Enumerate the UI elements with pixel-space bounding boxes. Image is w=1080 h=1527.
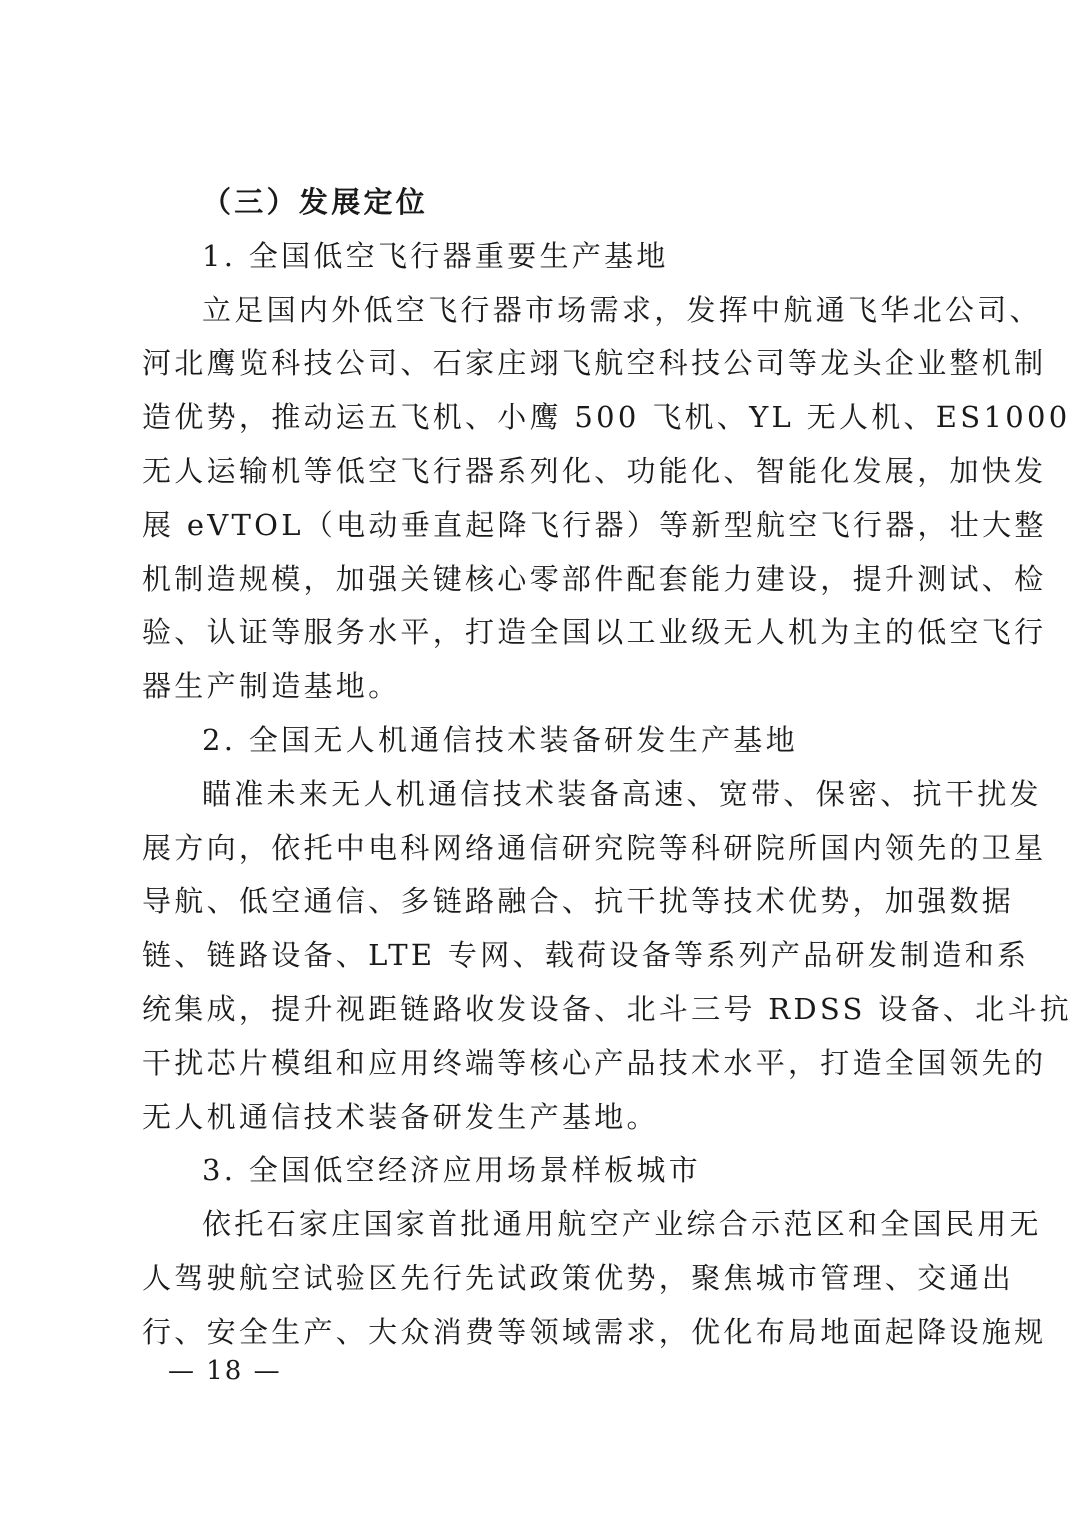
- paragraph-line: 验、认证等服务水平，打造全国以工业级无人机为主的低空飞行: [142, 615, 1047, 650]
- page-number: — 18 —: [168, 1356, 282, 1386]
- paragraph-line: 器生产制造基地。: [142, 669, 401, 704]
- paragraph-line: 机制造规模，加强关键核心零部件配套能力建设，提升测试、检: [142, 561, 1047, 596]
- paragraph-line: 河北鹰览科技公司、石家庄翊飞航空科技公司等龙头企业整机制: [142, 346, 1047, 381]
- paragraph-line: 造优势，推动运五飞机、小鹰 500 飞机、YL 无人机、ES1000: [142, 400, 1071, 435]
- paragraph-line: 统集成，提升视距链路收发设备、北斗三号 RDSS 设备、北斗抗: [142, 991, 1073, 1026]
- paragraph-line: 无人运输机等低空飞行器系列化、功能化、智能化发展，加快发: [142, 453, 1047, 488]
- paragraph-line: 立足国内外低空飞行器市场需求，发挥中航通飞华北公司、: [202, 292, 1042, 327]
- paragraph-line: 行、安全生产、大众消费等领域需求，优化布局地面起降设施规: [142, 1314, 1047, 1349]
- item-heading: 1. 全国低空飞行器重要生产基地: [202, 238, 669, 273]
- item-heading: 3. 全国低空经济应用场景样板城市: [202, 1153, 701, 1188]
- paragraph-line: 展 eVTOL（电动垂直起降飞行器）等新型航空飞行器，壮大整: [142, 507, 1047, 542]
- document-body: [142, 176, 1073, 1360]
- paragraph-line: 展方向，依托中电科网络通信研究院等科研院所国内领先的卫星: [142, 830, 1047, 865]
- paragraph-line: 依托石家庄国家首批通用航空产业综合示范区和全国民用无: [202, 1207, 1042, 1242]
- paragraph-line: 瞄准未来无人机通信技术装备高速、宽带、保密、抗干扰发: [202, 776, 1042, 811]
- section-title: （三）发展定位: [202, 185, 429, 219]
- paragraph-line: 导航、低空通信、多链路融合、抗干扰等技术优势，加强数据: [142, 884, 1015, 919]
- item-heading: 2. 全国无人机通信技术装备研发生产基地: [202, 722, 798, 757]
- paragraph-line: 人驾驶航空试验区先行先试政策优势，聚焦城市管理、交通出: [142, 1260, 1015, 1295]
- paragraph-line: 链、链路设备、LTE 专网、载荷设备等系列产品研发制造和系: [142, 938, 1030, 973]
- paragraph-line: 无人机通信技术装备研发生产基地。: [142, 1099, 659, 1134]
- paragraph-line: 干扰芯片模组和应用终端等核心产品技术水平，打造全国领先的: [142, 1045, 1047, 1080]
